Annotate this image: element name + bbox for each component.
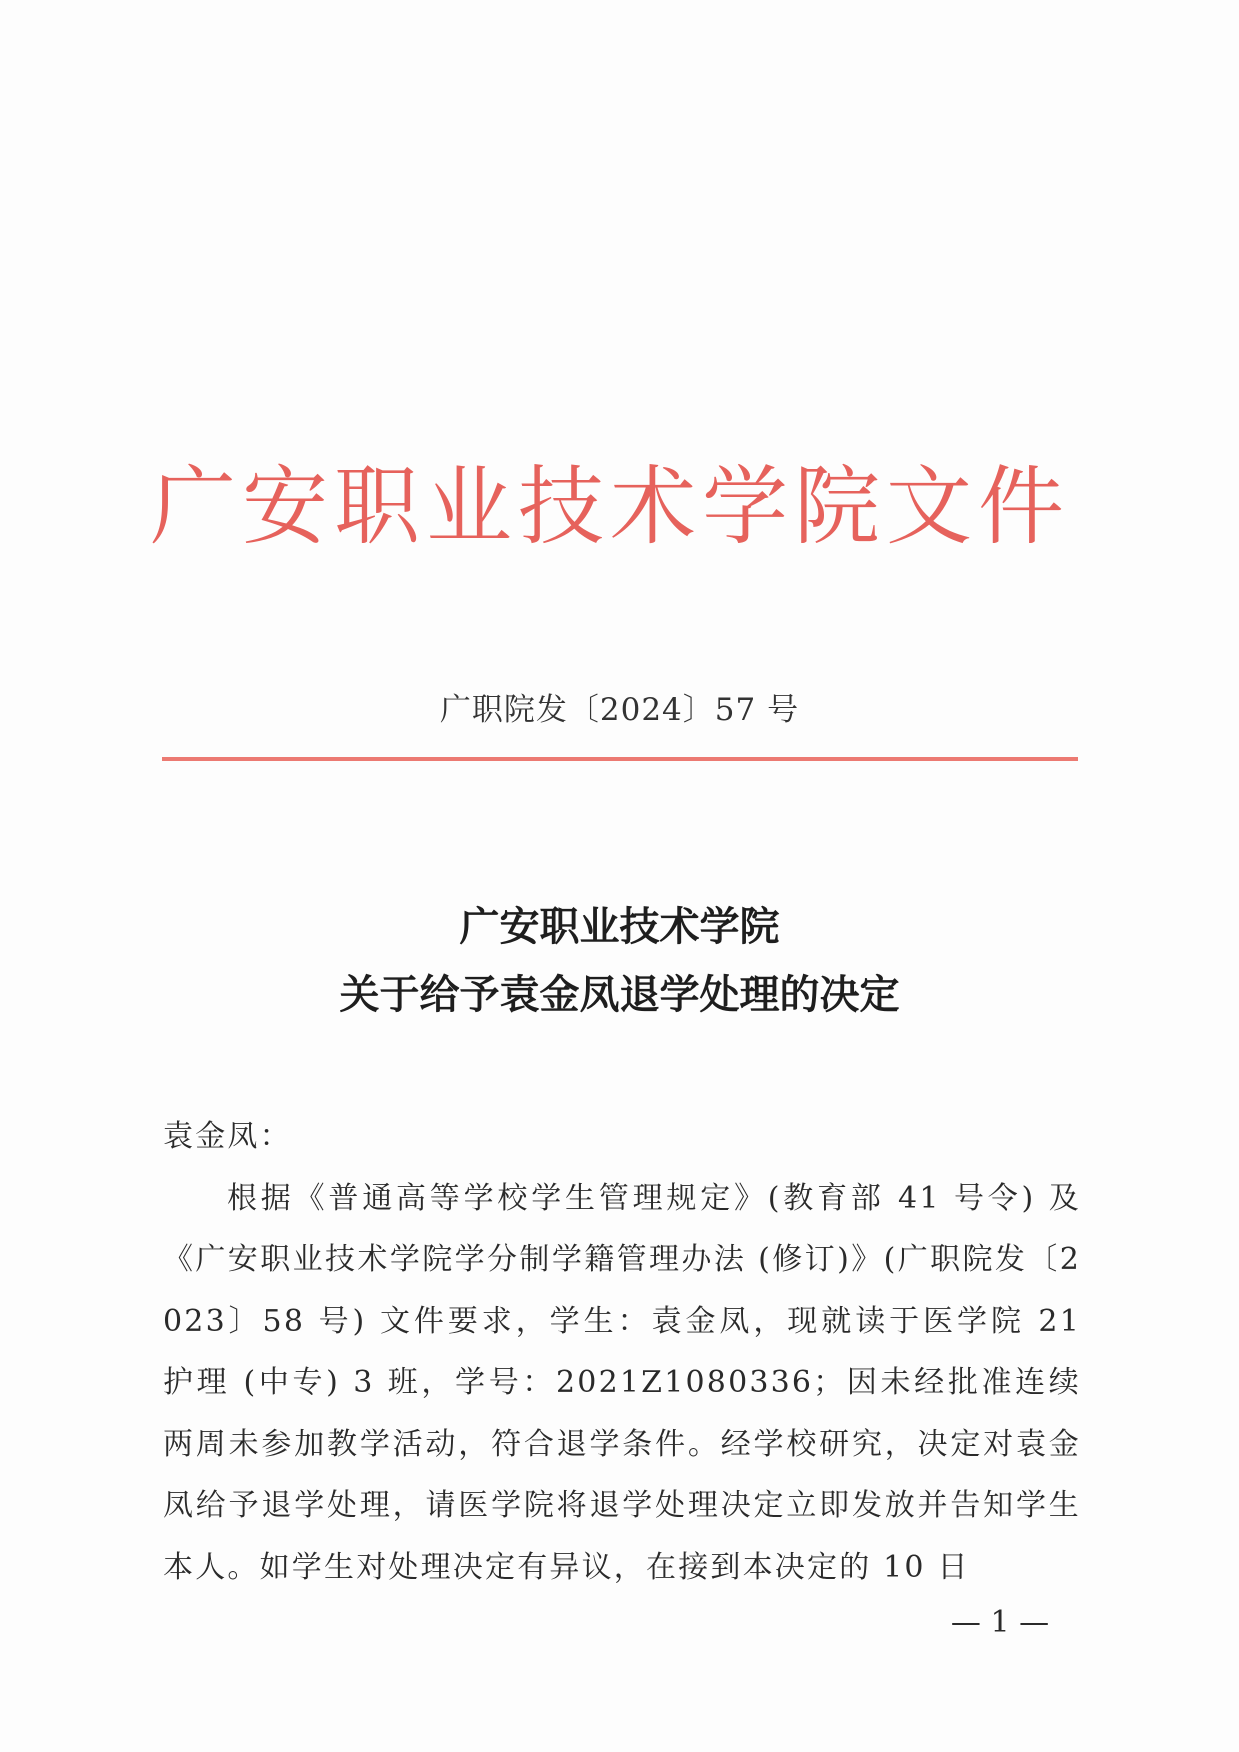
- body-paragraph: 根据《普通高等学校学生管理规定》(教育部 41 号令) 及《广安职业技术学院学分制学籍管理办法 (修订)》(广职院发〔2023〕58 号) 文件要求，学生：袁金凤，现就读于医学院 21 护理 (中专) 3 班，学号：2021Z1080336；因未经批准连续两周未参加教学活动，符合退学条件。经学校研究，决定对袁金凤给予退学处理，请医学院将退学处理决定立即发放并告知学生本人。如学生对处理决定有异议，在接到本决定的 10 日: [163, 1180, 1081, 1585]
- salutation: 袁金凤：: [163, 1119, 292, 1154]
- decision-title-line-1: 广安职业技术学院: [459, 903, 780, 950]
- decision-title: [0, 893, 1239, 1029]
- document-masthead: 广安职业技术学院文件: [150, 457, 1070, 557]
- red-divider-rule: [162, 757, 1078, 761]
- decision-title-line-2: 关于给予袁金凤退学处理的决定: [339, 971, 900, 1018]
- document-body: [163, 1106, 1081, 1598]
- page-number: — 1 —: [950, 1605, 1050, 1640]
- document-number: 广职院发〔2024〕57 号: [439, 692, 800, 728]
